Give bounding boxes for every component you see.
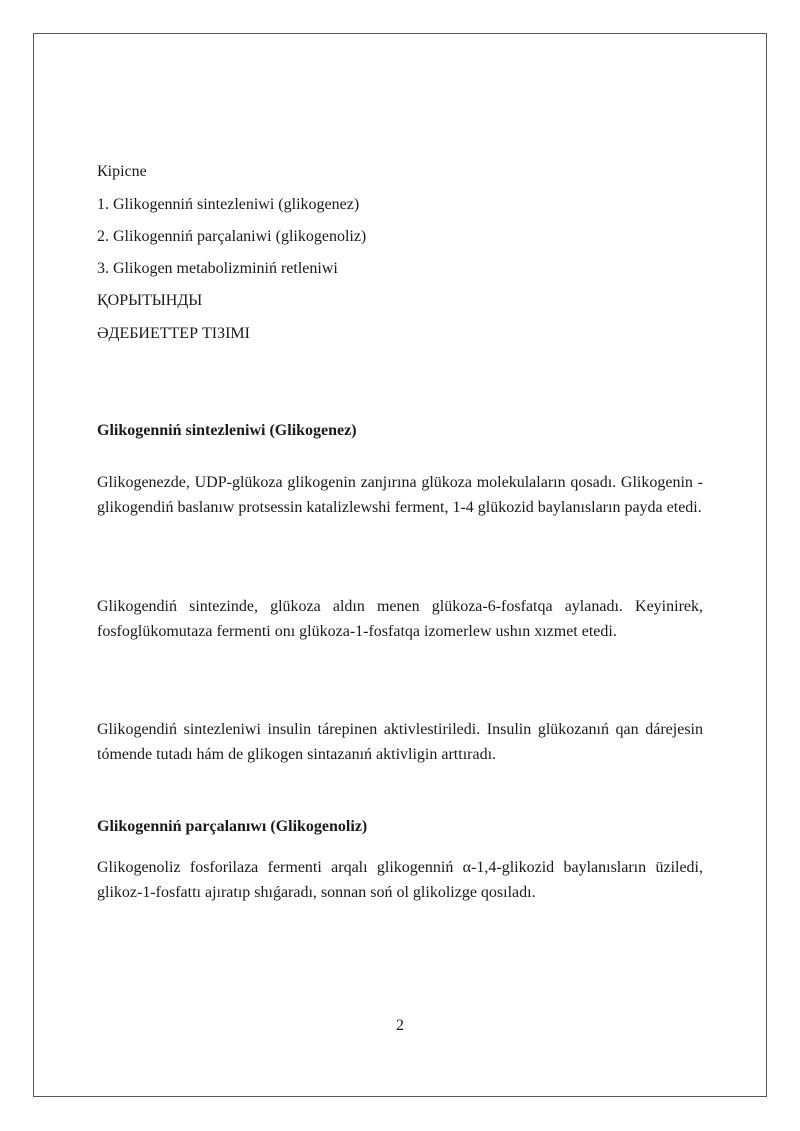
toc-item-regulation: 3. Glikogen metabolizminiń retleniwi — [97, 260, 338, 277]
section-heading-glycogenesis: Glikogenniń sintezleniwi (Glikogenez) — [97, 422, 357, 439]
page-border — [33, 33, 767, 1097]
paragraph: Glikogendiń sintezinde, glükoza aldın menen glükoza-6-fosfatqa aylanadı. Keyinirek, fosfoglükomutaza fermenti onı glükoza-1-fosfatqa izomerlew ushın xızmet etedi. — [97, 598, 703, 640]
section-heading-glycogenolysis: Glikogenniń parçalanıwı (Glikogenoliz) — [97, 818, 368, 835]
toc-item-introduction: Кірісnе — [97, 163, 147, 180]
toc-item-references: ӘДЕБИЕТТЕР ТІЗІМІ — [97, 325, 250, 342]
toc-item-glycogenesis: 1. Glikogenniń sintezleniwi (glikogenez) — [97, 196, 360, 213]
paragraph: Glikogendiń sintezleniwi insulin tárepinen aktivlestiriledi. Insulin glükozanıń qan dárejesin tómende tutadı hám de glikogen sintazanıń aktivligin arttıradı. — [97, 721, 703, 763]
toc-item-conclusion: ҚОРЫТЫНДЫ — [97, 292, 203, 309]
toc-item-glycogenolysis: 2. Glikogenniń parçalaniwi (glikogenoliz) — [97, 228, 367, 245]
paragraph: Glikogenoliz fosforilaza fermenti arqalı glikogenniń α-1,4-glikozid baylanısların üziledi, glikoz-1-fosfattı ajıratıp shıǵaradı, sonnan soń ol glikolizge qosıladı. — [97, 859, 703, 901]
paragraph: Glikogenezde, UDP-glükoza glikogenin zanjırına glükoza molekulaların qosadı. Glikogenin - glikogendiń baslanıw protsessin katalizlewshi ferment, 1-4 glükozid baylanısların payda etedi. — [97, 474, 703, 516]
page-number: 2 — [396, 1017, 404, 1034]
